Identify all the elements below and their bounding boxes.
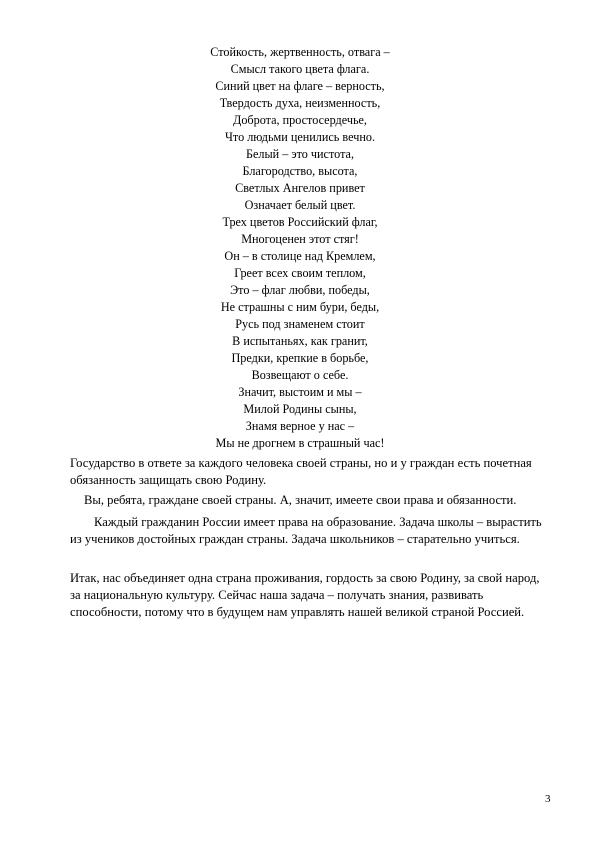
poem-line: Твердость духа, неизменность, [219, 96, 381, 110]
poem-line: Знамя верное у нас – [245, 419, 355, 433]
poem-line: Светлых Ангелов привет [235, 181, 365, 195]
poem-line: Предки, крепкие в борьбе, [231, 351, 369, 365]
paragraph-conclusion: Итак, нас объединяет одна страна проживания, гордость за свою Родину, за свой народ, за национальную культуру. Сейчас наша задача – получать знания, развивать способности, потому что в будущем нам управлять нашей великой страной Россией. [70, 571, 540, 619]
poem-line: Белый – это чистота, [245, 147, 354, 161]
poem-line: В испытаньях, как гранит, [232, 334, 368, 348]
page-number: 3 [545, 793, 551, 805]
paragraph-education: Каждый гражданин России имеет права на образование. Задача школы – вырастить из учеников достойных граждан страны. Задача школьников – старательно учиться. [70, 515, 542, 546]
poem-line: Возвещают о себе. [251, 368, 349, 382]
poem-line: Что людьми ценились вечно. [224, 130, 375, 144]
poem-line: Мы не дрогнем в страшный час! [215, 436, 385, 450]
poem-line: Благородство, высота, [242, 164, 358, 178]
poem-line: Не страшны с ним бури, беды, [220, 300, 380, 314]
poem-line: Означает белый цвет. [244, 198, 356, 212]
poem-line: Доброта, простосердечье, [233, 113, 367, 127]
poem [70, 44, 530, 452]
poem-line: Он – в столице над Кремлем, [224, 249, 376, 263]
poem-line: Милой Родины сыны, [243, 402, 357, 416]
paragraph-state-duty: Государство в ответе за каждого человека своей страны, но и у граждан есть почетная обязанность защищать свою Родину. [70, 456, 532, 487]
poem-line: Русь под знаменем стоит [235, 317, 365, 331]
poem-line: Это – флаг любви, победы, [230, 283, 370, 297]
poem-line: Смысл такого цвета флага. [230, 62, 370, 76]
poem-line: Значит, выстоим и мы – [238, 385, 362, 399]
paragraph-citizens-rights: Вы, ребята, граждане своей страны. А, значит, имеете свои права и обязанности. [84, 493, 517, 507]
poem-line: Трех цветов Российский флаг, [222, 215, 378, 229]
poem-line: Синий цвет на флаге – верность, [215, 79, 385, 93]
poem-line: Многоценен этот стяг! [241, 232, 359, 246]
poem-line: Греет всех своим теплом, [234, 266, 366, 280]
poem-line: Стойкость, жертвенность, отвага – [210, 45, 390, 59]
